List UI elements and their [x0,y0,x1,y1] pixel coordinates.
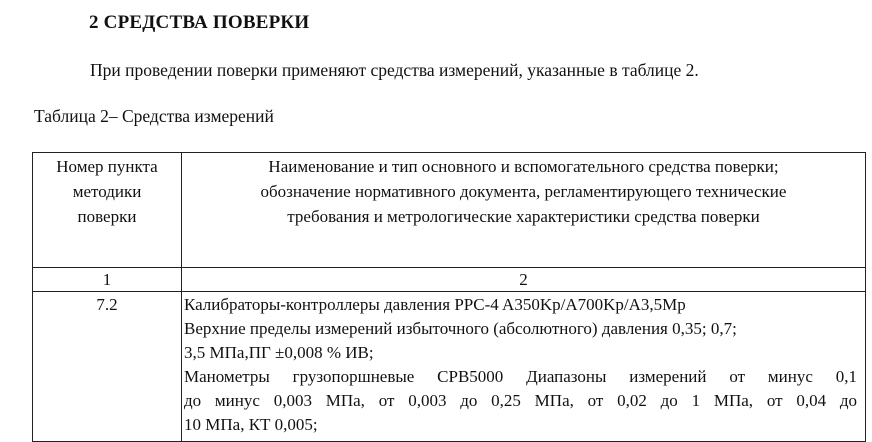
column-number-2: 2 [182,268,866,292]
row-item-number: 7.2 [33,292,182,442]
header-col2-line: требования и метрологические характеристики средства поверки [287,207,760,226]
row-instrument-description [182,292,866,442]
column-number-row [33,268,866,292]
header-cell-item-number [33,153,182,268]
header-col1-line: поверки [77,207,137,226]
header-col2-line: Наименование и тип основного и вспомогательного средства поверки; [268,157,779,176]
header-col2-line: обозначение нормативного документа, регламентирующего технические [260,182,787,201]
table-caption: Таблица 2– Средства измерений [34,106,274,126]
description-line: до минус 0,003 МПа, от 0,003 до 0,25 МПа, от 0,02 до 1 МПа, от 0,04 до [184,391,857,410]
description-line: 10 МПа, КТ 0,005; [184,415,318,434]
table-row [33,292,866,442]
header-cell-instrument-description [182,153,866,268]
header-col1-line: методики [72,182,142,201]
table-header-row [33,153,866,268]
intro-paragraph: При проведении поверки применяют средства измерений, указанные в таблице 2. [90,60,699,80]
description-line: Калибраторы-контроллеры давления PPC-4 A350Kp/A700Kp/A3,5Mp [184,295,686,314]
section-heading: 2 СРЕДСТВА ПОВЕРКИ [89,12,310,33]
description-line: 3,5 МПа,ПГ ±0,008 % ИВ; [184,343,374,362]
description-line: Манометры грузопоршневые CPB5000 Диапазоны измерений от минус 0,1 [184,367,857,386]
description-line: Верхние пределы измерений избыточного (абсолютного) давления 0,35; 0,7; [184,319,737,338]
header-col1-line: Номер пункта [56,157,158,176]
measurement-instruments-table [32,152,866,442]
column-number-1: 1 [33,268,182,292]
